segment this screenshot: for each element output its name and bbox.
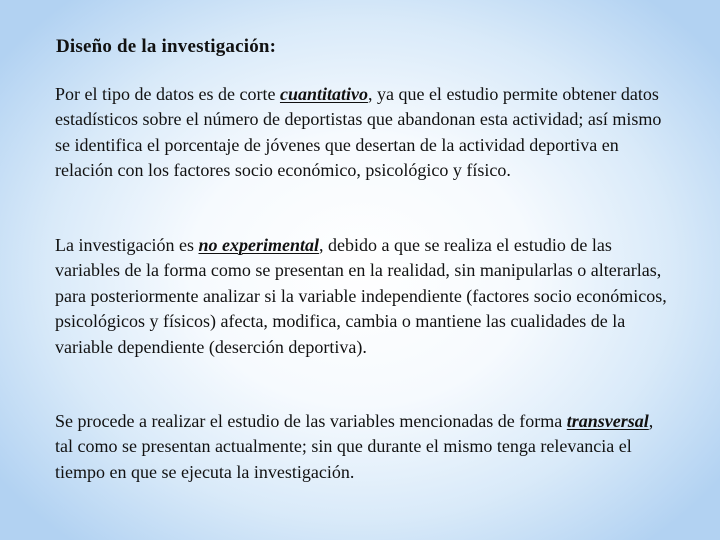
paragraph-text: , ya que el estudio permite obtener datos estadísticos sobre el número de deportistas que abandonan esta actividad; así mismo se identifica el porcentaje de jóvenes que desertan de la actividad deportiva en relación con los factores socio económico, psicológico y físico.	[55, 84, 662, 181]
paragraph-study-design	[55, 409, 675, 485]
paragraph-research-type	[55, 233, 675, 360]
paragraph-text: Por el tipo de datos es de corte	[55, 84, 280, 104]
paragraph-text: Se procede a realizar el estudio de las variables mencionadas de forma	[55, 411, 567, 431]
emphasis-term: cuantitativo	[279, 84, 368, 104]
paragraph-text: , tal como se presentan actualmente; sin que durante el mismo tenga relevancia el tiempo en que se ejecuta la investigación.	[55, 411, 654, 482]
paragraph-text: La investigación es	[55, 235, 199, 255]
paragraph-data-type	[55, 82, 675, 184]
paragraph-text: , debido a que se realiza el estudio de las variables de la forma como se presentan en la realidad, sin manipularlas o alterarlas, para posteriormente analizar si la variable independiente (factores socio económicos, psicológicos y físicos) afecta, modifica, cambia o mantiene las cualidades de la variable dependiente (deserción deportiva).	[55, 235, 667, 357]
slide-title: Diseño de la investigación:	[56, 36, 277, 57]
emphasis-term: no experimental	[198, 235, 319, 255]
emphasis-term: transversal	[566, 411, 649, 431]
